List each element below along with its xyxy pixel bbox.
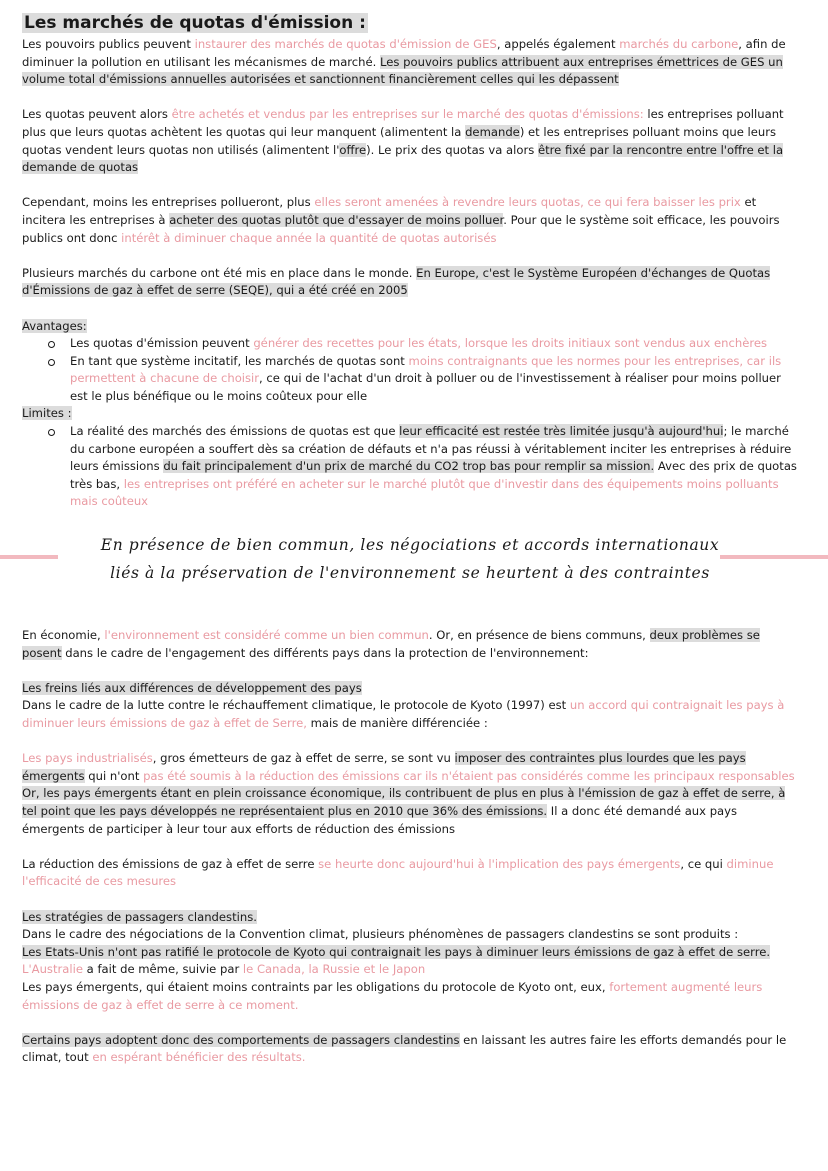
list-item: La réalité des marchés des émissions de quotas est que leur efficacité est restée très limitée jusqu'à aujourd'hui; le marché du carbone européen a souffert dès sa création de défauts et n'a pas réussi à véritablement inciter les entreprises à réduire leurs émissions du fait principalement d'un prix de marché du CO2 trop bas pour remplir sa mission. Avec des prix de quotas très bas, les entreprises ont préféré en acheter sur le marché plutôt que d'investir dans des équipements moins polluants mais coûteux bbox=[48, 423, 798, 511]
banner-line-2: liés à la préservation de l'environnement se heurtent à des contraintes bbox=[110, 564, 710, 583]
advantages-list bbox=[22, 335, 798, 405]
section-banner bbox=[22, 531, 798, 589]
limits-list bbox=[22, 423, 798, 511]
paragraph-quotas-exchange: Les quotas peuvent alors être achetés et vendus par les entreprises sur le marché des quotas d'émissions: les entreprises polluant plus que leurs quotas achètent les quotas qui leur manquent (alimentent la demande) et les entreprises polluant moins que leurs quotas vendent leurs quotas non utilisés (alimentent l'offre). Le prix des quotas va alors être fixé par la rencontre entre l'offre et la demande de quotas bbox=[22, 107, 784, 175]
paragraph-intro: Les pouvoirs publics peuvent instaurer des marchés de quotas d'émission de GES, appelés également marchés du carbone, afin de diminuer la pollution en utilisant les mécanismes de marché. Les pouvoirs publics attribuent aux entreprises émettrices de GES un volume total d'émissions annuelles autorisées et sanctionnent financièrement celles qui les dépassent bbox=[22, 37, 786, 87]
paragraph-seqe: Plusieurs marchés du carbone ont été mis en place dans le monde. En Europe, c'est le Système Européen d'échanges de Quotas d'Émissions de gaz à effet de serre (SEQE), qui a été créé en 2005 bbox=[22, 265, 771, 298]
banner-line-1: En présence de bien commun, les négociations et accords internationaux bbox=[100, 536, 720, 555]
paragraph-pays-industrialises: Les pays industrialisés, gros émetteurs de gaz à effet de serre, se sont vu imposer des contraintes plus lourdes que les pays émergents qui n'ont pas été soumis à la réduction des émissions car ils n'étaient pas considérés comme les principaux responsables Or, les pays émergents étant en plein croissance économique, ils contribuent de plus en plus à l'émission de gaz à effet de serre, à tel point que les pays développés ne représentaient plus en 2010 que 36% des émissions. Il a donc été demandé aux pays émergents de participer à leur tour aux efforts de réduction des émissions bbox=[22, 751, 795, 836]
freins-heading: Les freins liés aux différences de développement des pays bbox=[22, 680, 362, 695]
paragraph-kyoto: Dans le cadre de la lutte contre le réchauffement climatique, le protocole de Kyoto (1997) est un accord qui contraignait les pays à diminuer leurs émissions de gaz à effet de Serre, mais de manière différenciée : bbox=[22, 698, 785, 730]
paragraph-reduction: La réduction des émissions de gaz à effet de serre se heurte donc aujourd'hui à l'implication des pays émergents, ce qui diminue l'efficacité de ces mesures bbox=[22, 856, 774, 889]
paragraph-bien-commun: En économie, l'environnement est considéré comme un bien commun. Or, en présence de biens communs, deux problèmes se posent dans le cadre de l'engagement des différents pays dans la protection de l'environnement: bbox=[22, 628, 760, 660]
banner-title bbox=[22, 531, 798, 587]
limits-heading: Limites : bbox=[22, 406, 72, 421]
title-text: Les marchés de quotas d'émission : bbox=[24, 13, 366, 33]
list-item: Les quotas d'émission peuvent générer des recettes pour les états, lorsque les droits initiaux sont vendus aux enchères bbox=[48, 335, 798, 353]
advantages-heading: Avantages: bbox=[22, 318, 87, 333]
paragraph-conclusion: Certains pays adoptent donc des comportements de passagers clandestins en laissant les autres faire les efforts demandés pour le climat, tout en espérant bénéficier des résultats. bbox=[22, 1032, 787, 1065]
passagers-heading: Les stratégies de passagers clandestins. bbox=[22, 909, 257, 924]
list-item: En tant que système incitatif, les marchés de quotas sont moins contraignants que les normes pour les entreprises, car ils permettent à chacune de choisir, ce qui de l'achat d'un droit à polluer ou de l'investissement à réaliser pour moins polluer est le plus bénéfique ou le moins coûteux pour elle bbox=[48, 353, 798, 406]
paragraph-passagers: Dans le cadre des négociations de la Convention climat, plusieurs phénomènes de passagers clandestins se sont produits : Les Etats-Unis n'ont pas ratifié le protocole de Kyoto qui contraignait les pays à diminuer leurs émissions de gaz à effet de serre. L'Australie a fait de même, suivie par le Canada, la Russie et le Japon Les pays émergents, qui étaient moins contraints par les obligations du protocole de Kyoto ont, eux, fortement augmenté leurs émissions de gaz à effet de serre à ce moment. bbox=[22, 927, 771, 1012]
page-title bbox=[22, 12, 368, 34]
paragraph-price-effect: Cependant, moins les entreprises pollueront, plus elles seront amenées à revendre leurs quotas, ce qui fera baisser les prix et incitera les entreprises à acheter des quotas plutôt que d'essayer de moins polluer. Pour que le système soit efficace, les pouvoirs publics ont donc intérêt à diminuer chaque année la quantité de quotas autorisés bbox=[22, 195, 780, 245]
